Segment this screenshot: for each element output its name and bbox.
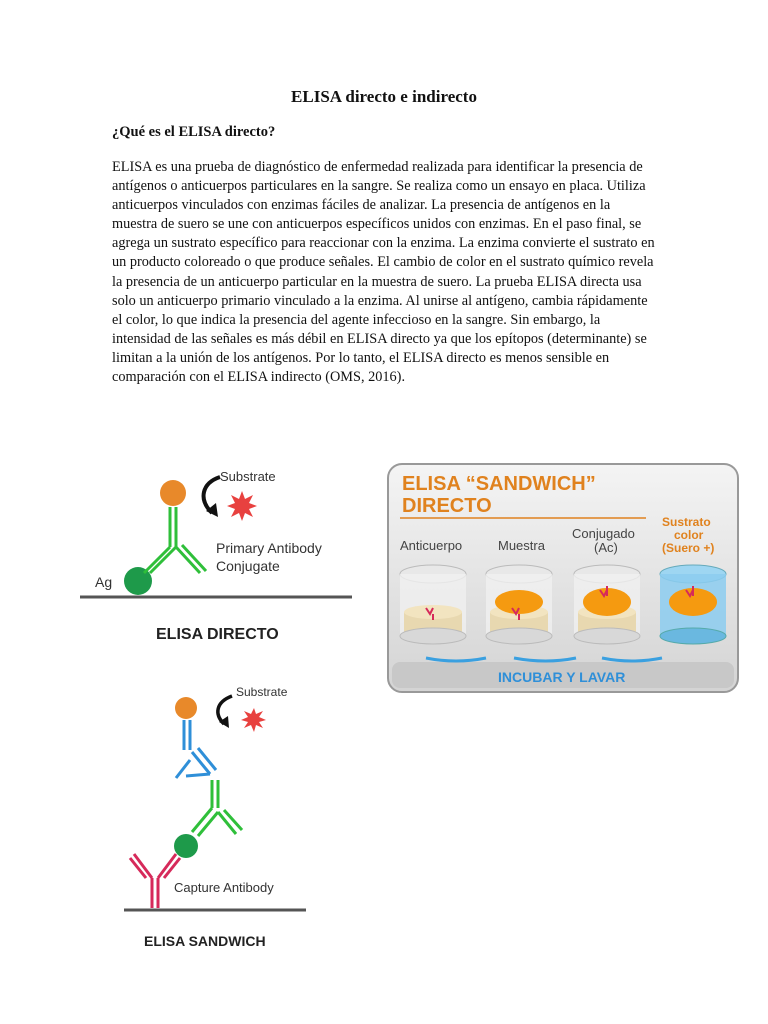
substrate-star-icon [227,491,257,521]
substrate-label-2: Substrate [236,685,288,699]
capture-antibody-label: Capture Antibody [174,880,274,895]
well-2 [486,565,552,644]
secondary-antibody [176,720,216,778]
figure-caption-directo: ELISA DIRECTO [156,626,279,643]
step-label-4b: color [674,528,704,542]
substrate-star-icon-2 [241,708,266,732]
step-label-4a: Sustrato [662,515,711,529]
primary-antibody [144,507,206,573]
enzyme-circle-2 [175,697,197,719]
enzyme-circle [160,480,186,506]
panel-title-line2: DIRECTO [402,495,492,517]
antigen-circle-2 [174,834,198,858]
document-title: ELISA directo e indirecto [291,87,477,106]
well-3 [574,565,640,644]
antibody-label-2: Conjugate [216,558,280,574]
figure-elisa-sandwich [118,680,318,960]
ag-label: Ag [95,574,113,590]
step-label-3: Conjugado [572,526,635,541]
section-heading: ¿Qué es el ELISA directo? [112,124,276,140]
well-4 [660,565,726,644]
step-label-4c: (Suero +) [662,541,715,555]
substrate-label: Substrate [220,469,276,484]
step-label-3b: (Ac) [594,540,618,555]
panel-title-line1: ELISA “SANDWICH” [402,473,596,495]
step-label-1: Anticuerpo [400,538,463,553]
detection-antibody [192,780,242,836]
antibody-label-1: Primary Antibody [216,540,322,556]
well-1 [400,565,466,644]
panel-footer-text: INCUBAR Y LAVAR [498,669,626,685]
capture-antibody [130,854,180,908]
figure-elisa-directo [70,455,370,655]
figure-caption-sandwich: ELISA SANDWICH [144,933,266,949]
body-paragraph: ELISA es una prueba de diagnóstico de enfermedad realizada para identificar la presencia de antígenos o anticuerpos particulares en la sangre. Se realiza como un ensayo en placa. Utiliza anticuerpos vinculados con enzimas fáciles de analizar. La presencia de antígenos en la muestra de suero se une con anticuerpos específicos unidos con enzimas. En el paso final, se agrega un sustrato específico para reaccionar con la enzima. La enzima convierte el sustrato en un producto coloreado o que produce señales. El cambio de color en el sustrato químico revela la presencia de un anticuerpo particular en la muestra de suero. La prueba ELISA directa usa solo un anticuerpo primario vinculado a la enzima. Al unirse al antígeno, cambia rápidamente el color, lo que indica la presencia del agente infeccioso en la sangre. Sin embargo, la intensidad de las señales es más débil en ELISA directo ya que los epítopos (determinante) se limitan a la unión de los antígenos. Por lo tanto, el ELISA directo es menos sensible en comparación con el ELISA indirecto (OMS, 2016). [112,159,655,386]
step-label-2: Muestra [498,538,545,553]
figure-sandwich-panel [386,462,740,694]
